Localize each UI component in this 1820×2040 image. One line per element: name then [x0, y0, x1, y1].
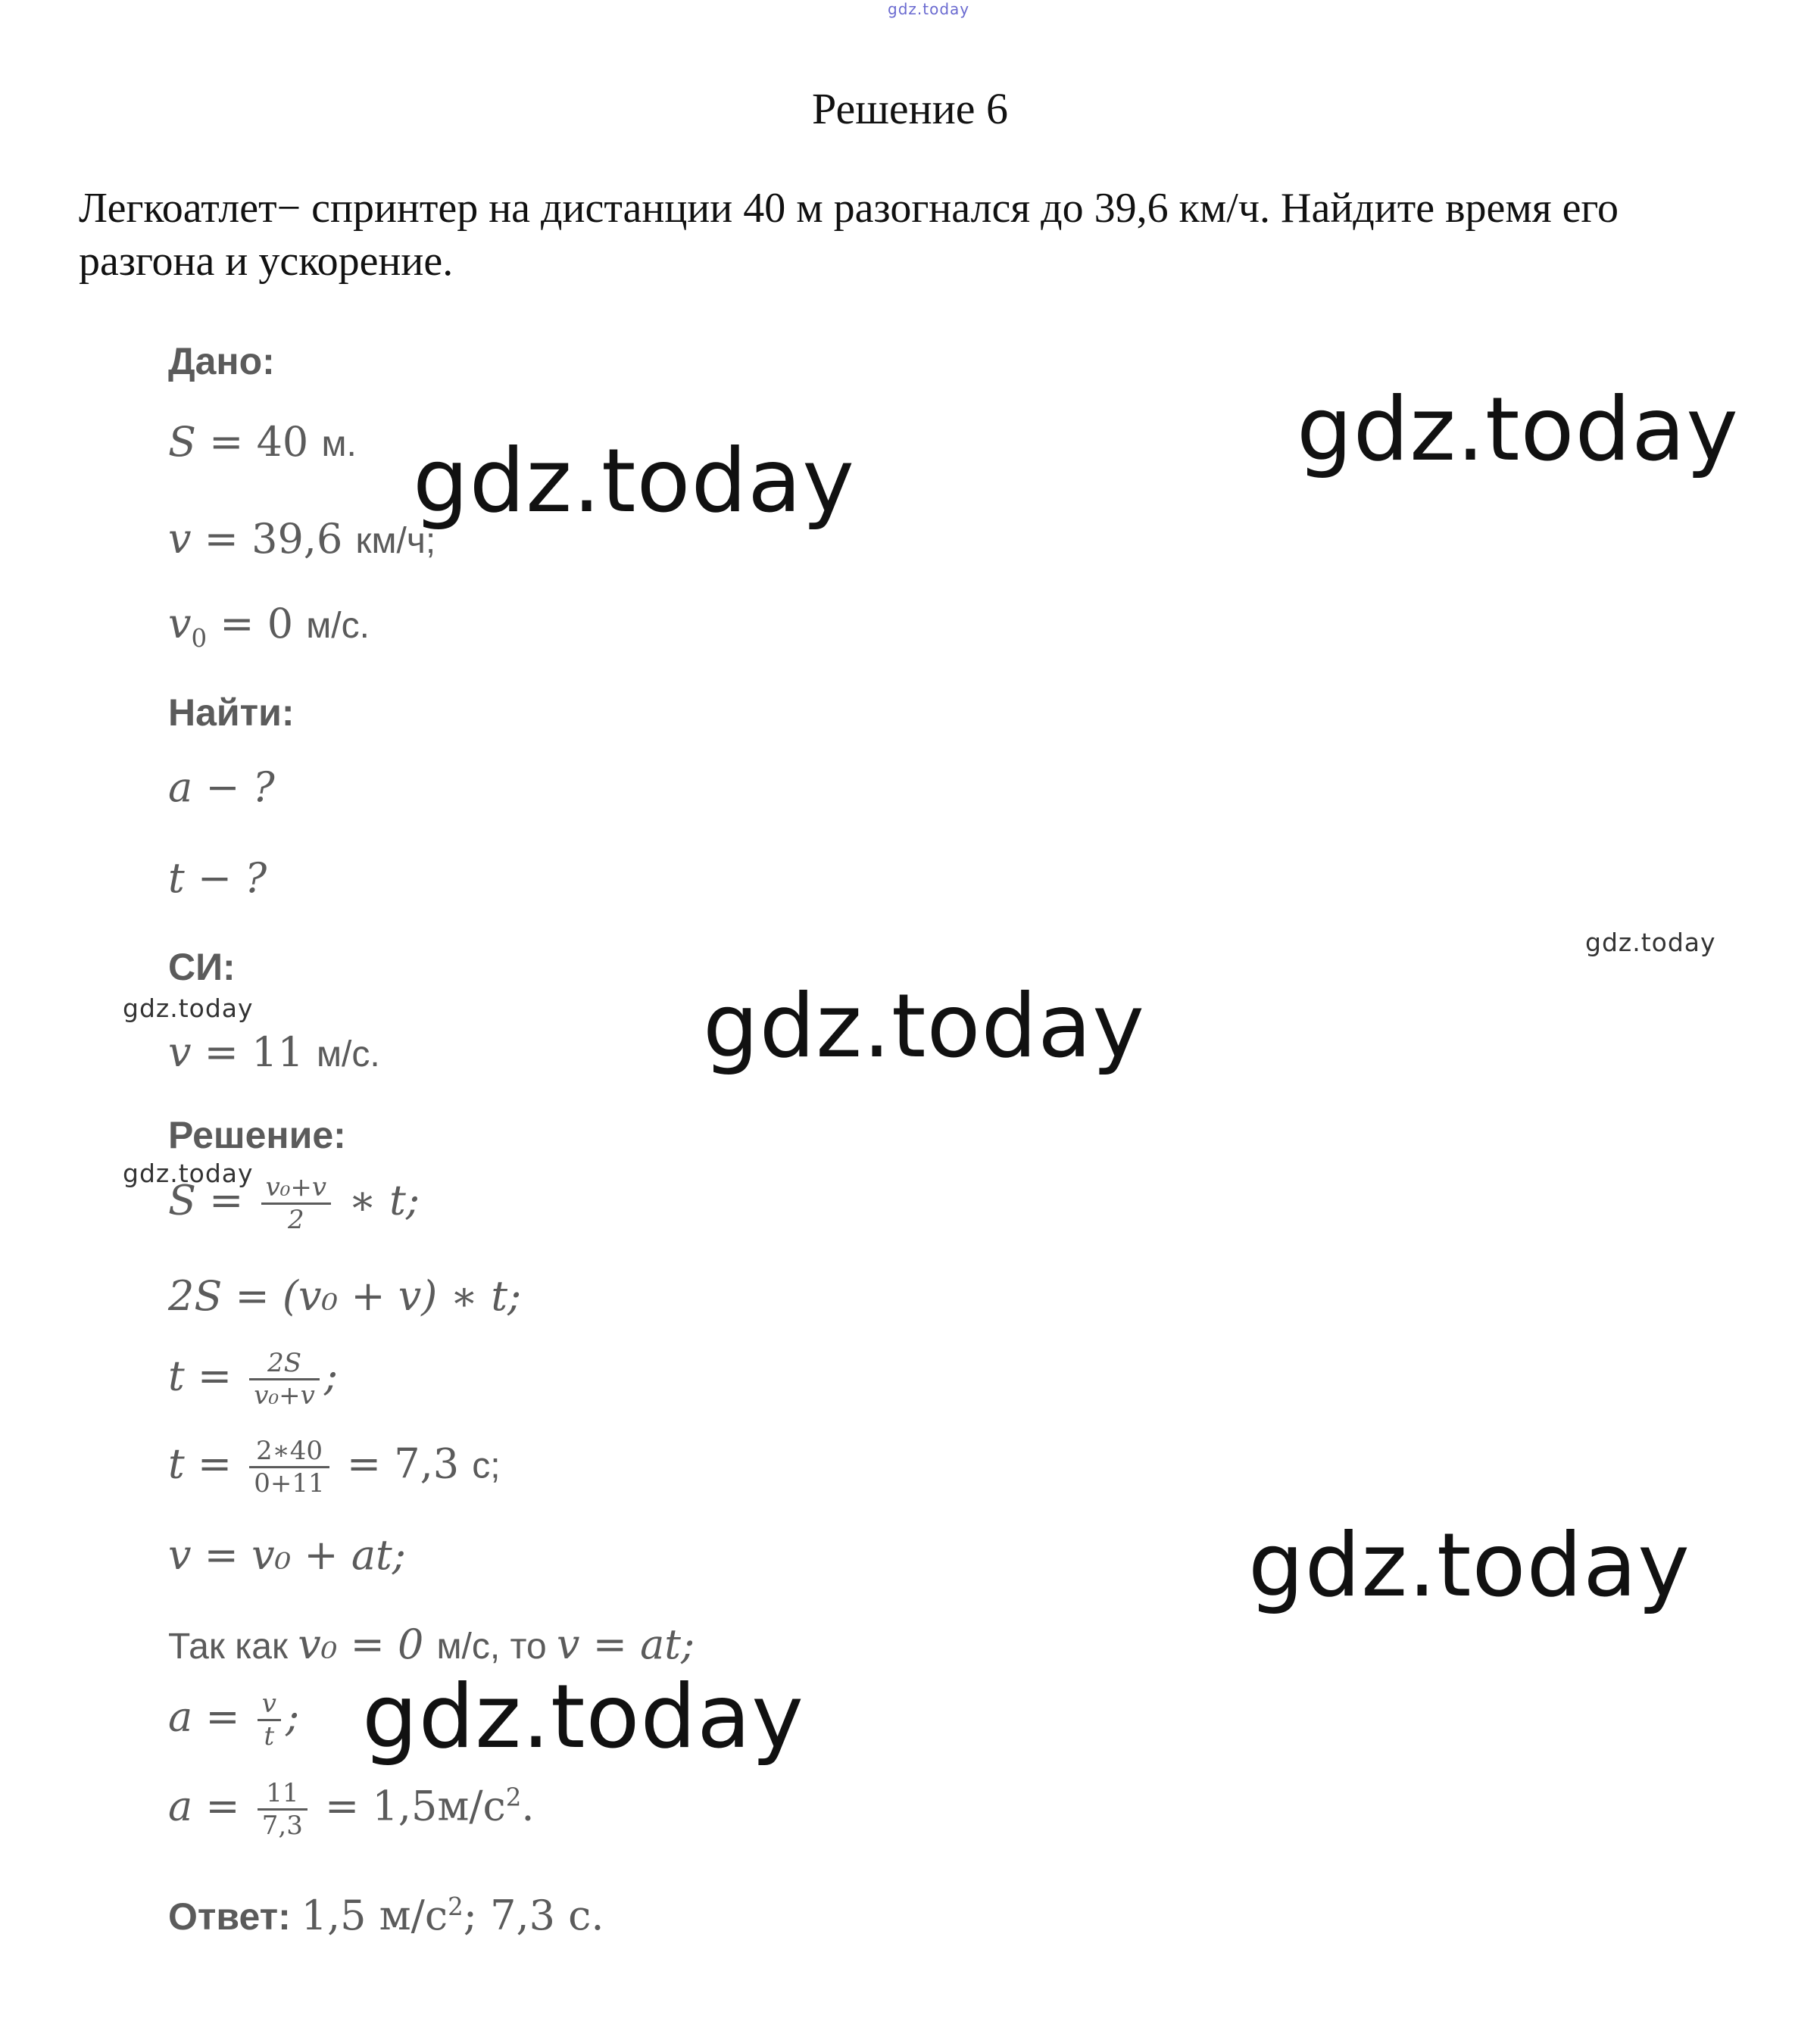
- formula-5: v = v₀ + at;: [168, 1531, 406, 1579]
- formula-6: Так как v₀ = 0 м/с, то v = at;: [168, 1620, 695, 1668]
- watermark-1: gdz.today: [1297, 379, 1739, 481]
- header-watermark: gdz.today: [888, 0, 970, 18]
- answer: Ответ: 1,5 $м/с^2$; 7,3 с.: [168, 1892, 604, 1939]
- watermark-small-1: gdz.today: [1585, 928, 1716, 957]
- formula-8: a = $\frac{11}{7,3}$ = $1,5м/с^2$.: [168, 1778, 535, 1841]
- si-v: v = 11 м/с.: [168, 1028, 380, 1076]
- find-heading: Найти:: [168, 691, 295, 734]
- watermark-5: gdz.today: [362, 1666, 804, 1768]
- given-v: v = 39,6 км/ч;: [168, 515, 436, 563]
- watermark-small-3: gdz.today: [123, 1159, 254, 1188]
- formula-4: t = $\frac{2∗40}{0+11}$ = 7,3 с;: [168, 1436, 501, 1499]
- solution-heading: Решение:: [168, 1114, 346, 1156]
- watermark-2: gdz.today: [413, 430, 855, 532]
- formula-2: 2S = (v₀ + v) ∗ t;: [168, 1272, 522, 1320]
- formula-1: S = $\frac{\text{v₀+v}}{2}$ ∗ t;: [168, 1172, 420, 1235]
- formula-7: a = $\frac{v}{t}$ ;: [168, 1689, 300, 1751]
- given-s: S = 40 м.: [168, 418, 357, 466]
- watermark-3: gdz.today: [703, 975, 1145, 1078]
- watermark-4: gdz.today: [1248, 1514, 1690, 1617]
- watermark-small-2: gdz.today: [123, 993, 254, 1023]
- page-title: Решение 6: [812, 84, 1008, 133]
- given-v0: $v_0 = 0$ м/с.: [168, 600, 370, 653]
- given-heading: Дано:: [168, 340, 275, 382]
- problem-statement: Легкоатлет− спринтер на дистанции 40 м разогнался до 39,6 км/ч. Найдите время его разгона и ускорение.: [79, 185, 1619, 285]
- si-heading: СИ:: [168, 946, 236, 988]
- find-t: t − ?: [168, 854, 267, 902]
- formula-3: t = $\frac{2S}{\text{v₀+v}}$ ;: [168, 1348, 339, 1411]
- find-a: a − ?: [168, 763, 275, 811]
